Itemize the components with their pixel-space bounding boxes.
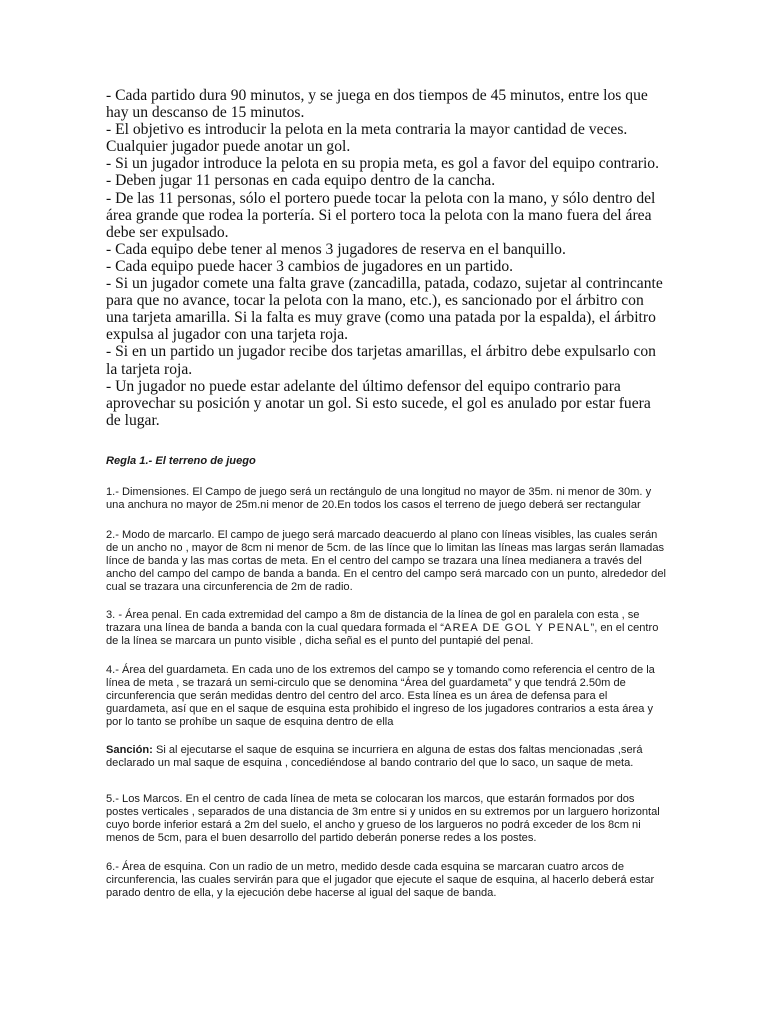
- rule-item: - Un jugador no puede estar adelante del último defensor del equipo contrario para aprovechar su posición y anotar un gol. Si esto sucede, el gol es anulado por estar fuera de lugar.: [106, 377, 651, 429]
- area-de-gol-y-penal: AREA DE GOL Y PENAL: [443, 622, 591, 634]
- paragraph-modo-de-marcarlo: 2.- Modo de marcarlo. El campo de juego será marcado deacuerdo al plano con líneas visibles, las cuales serán de un ancho no , mayor de 8cm ni menor de 5cm. de las línce que lo limitan las líneas mas largas serán llamadas línce de banda y las mas cortas de meta. En el centro del campo se trazara una línea medianera a través del ancho del campo del campo de banda a banda. En el centro del campo será marcado con un punto, alrededor del cual se trazara una circunferencia de 2m de radio.: [106, 529, 666, 593]
- sancion-text: Si al ejecutarse el saque de esquina se incurriera en alguna de estas dos faltas mencionadas ,será declarado un mal saque de esquina , concediéndose al bando contrario del que lo saco, un saque de meta.: [106, 744, 643, 769]
- sancion-label: Sanción:: [106, 744, 153, 756]
- rule-item: - Cada equipo puede hacer 3 cambios de jugadores en un partido.: [106, 257, 514, 275]
- rule-item: - El objetivo es introducir la pelota en la meta contraria la mayor cantidad de veces. Cualquier jugador puede anotar un gol.: [106, 121, 628, 156]
- area-penal-text: 3. - Área penal. En cada extremidad del campo a 8m de distancia de la línea de gol en paralela con esta , se trazara una línea de banda a banda con la cual quedara formada el “: [106, 609, 640, 634]
- rule-item: - Cada equipo debe tener al menos 3 jugadores de reserva en el banquillo.: [106, 240, 566, 258]
- paragraph-area-guardameta: 4.- Área del guardameta. En cada uno de los extremos del campo se y tomando como referencia el centro de la línea de meta , se trazará un semi-circulo que se denomina “Área del guardameta” y que tendrá 2.50m de circunferencia que serán medidas dentro del centro del arco. Esta línea es un área de defensa para el guardameta, así que en el saque de esquina esta prohibido el ingreso de los jugadores contrarios a esta área y por lo tanto se prohíbe un saque de esquina dentro de ella: [106, 664, 655, 728]
- paragraph-area-penal: [106, 609, 666, 648]
- paragraph-los-marcos: 5.- Los Marcos. En el centro de cada línea de meta se colocaran los marcos, que estarán formados por dos postes verticales , separados de una distancia de 3m entre si y unidos en su extremos por un larguero horizontal cuyo borde inferior estará a 2m del suelo, el ancho y grueso de los largueros no podrá exceder de los 8cm ni menos de 5cm, para el buen desarrollo del partido deberán ponerse redes a los postes.: [106, 793, 660, 844]
- rule-item: - De las 11 personas, sólo el portero puede tocar la pelota con la mano, y sólo dentro del área grande que rodea la portería. Si el portero toca la pelota con la mano fuera del área debe ser expulsado.: [106, 189, 656, 241]
- paragraph-area-de-esquina: 6.- Área de esquina. Con un radio de un metro, medido desde cada esquina se marcaran cuatro arcos de circunferencia, las cuales servirán para que el jugador que ejecute el saque de esquina, al hacerlo deberá estar parado dentro de ella, y la ejecución debe hacerse al igual del saque de banda.: [106, 861, 655, 899]
- paragraph-sancion: [106, 744, 666, 770]
- rules-list: [106, 87, 666, 429]
- rule-item: - Si un jugador comete una falta grave (zancadilla, patada, codazo, sujetar al contrincante para que no avance, tocar la pelota con la mano, etc.), es sancionado por el árbitro con una tarjeta amarilla. Si la falta es muy grave (como una patada por la espalda), el árbitro expulsa al jugador con una tarjeta roja.: [106, 275, 663, 344]
- rule-item: - Si en un partido un jugador recibe dos tarjetas amarillas, el árbitro debe expulsarlo con la tarjeta roja.: [106, 343, 656, 378]
- rule-item: - Deben jugar 11 personas en cada equipo dentro de la cancha.: [106, 172, 496, 190]
- rule-item: - Si un jugador introduce la pelota en su propia meta, es gol a favor del equipo contrario.: [106, 155, 659, 173]
- section-heading: Regla 1.- El terreno de juego: [106, 455, 256, 467]
- rule-item: - Cada partido dura 90 minutos, y se juega en dos tiempos de 45 minutos, entre los que hay un descanso de 15 minutos.: [106, 87, 648, 122]
- area-penal-text-end: ”, en el centro de la línea se marcara un punto visible , dicha señal es el punto del puntapié del penal.: [106, 622, 659, 647]
- paragraph-dimensiones: 1.- Dimensiones. El Campo de juego será un rectángulo de una longitud no mayor de 35m. ni menor de 30m. y una anchura no mayor de 25m.ni menor de 20.En todos los casos el terreno de juego deberá ser rectangular: [106, 486, 652, 511]
